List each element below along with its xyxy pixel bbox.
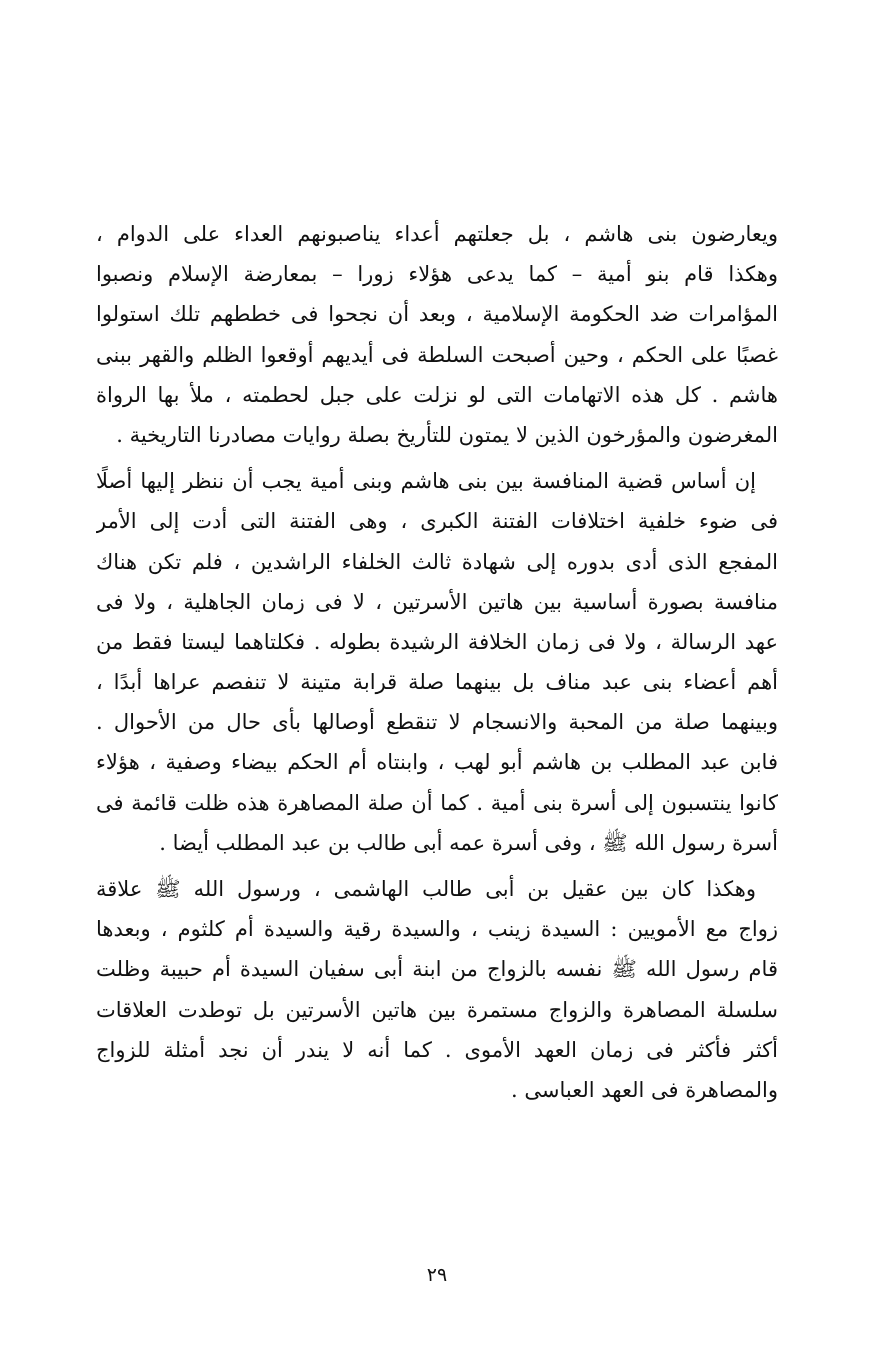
text-line: هاشم . كل هذه الاتهامات التى لو نزلت على جبل لحطمته ، ملأ بها الرواة [96, 382, 778, 407]
paragraph-3 [96, 869, 778, 1110]
text-line: أهم أعضاء بنى عبد مناف بل بينهما صلة قرابة متينة لا تنفصم عراها أبدًا ، [96, 670, 778, 695]
text-line: إن أساس قضية المنافسة بين بنى هاشم وبنى أمية يجب أن ننظر إليها أصلًا [96, 469, 756, 494]
text-line: سلسلة المصاهرة والزواج مستمرة بين هاتين الأسرتين بل توطدت العلاقات [96, 997, 778, 1022]
text-line: ويعارضون بنى هاشم ، بل جعلتهم أعداء يناصبونهم العداء على الدوام ، [96, 222, 778, 246]
paragraph-2 [96, 461, 778, 863]
body-text [96, 214, 778, 1110]
text-line: قام رسول الله ﷺ نفسه بالزواج من ابنة أبى سفيان السيدة أم حبيبة وظلت [96, 957, 778, 982]
text-line: فابن عبد المطلب بن هاشم أبو لهب ، وابنتاه أم الحكم بيضاء وصفية ، هؤلاء [96, 750, 778, 775]
text-line: وهكذا قام بنو أمية – كما يدعى هؤلاء زورا – بمعارضة الإسلام ونصبوا [96, 262, 778, 287]
page-number: ٢٩ [426, 1264, 448, 1286]
text-line: زواج مع الأمويين : السيدة زينب ، والسيدة رقية والسيدة أم كلثوم ، وبعدها [96, 917, 778, 942]
text-line: فى ضوء خلفية اختلافات الفتنة الكبرى ، وهى الفتنة التى أدت إلى الأمر [96, 509, 778, 534]
text-line: غصبًا على الحكم ، وحين أصبحت السلطة فى أيديهم أوقعوا الظلم والقهر ببنى [96, 342, 778, 367]
text-line: والمصاهرة فى العهد العباسى . [511, 1077, 778, 1102]
paragraph-1 [96, 214, 778, 455]
text-line: عهد الرسالة ، ولا فى زمان الخلافة الرشيدة بطوله . فكلتاهما ليستا فقط من [96, 629, 778, 654]
text-line: أسرة رسول الله ﷺ ، وفى أسرة عمه أبى طالب بن عبد المطلب أيضا . [159, 830, 778, 855]
text-line: وهكذا كان بين عقيل بن أبى طالب الهاشمى ، ورسول الله ﷺ علاقة [96, 877, 756, 901]
text-line: المغرضون والمؤرخون الذين لا يمتون للتأريخ بصلة روايات مصادرنا التاريخية . [116, 422, 778, 447]
text-line: المؤامرات ضد الحكومة الإسلامية ، وبعد أن نجحوا فى خططهم تلك استولوا [96, 302, 778, 327]
text-line: منافسة بصورة أساسية بين هاتين الأسرتين ، لا فى زمان الجاهلية ، ولا فى [96, 589, 778, 614]
text-line: كانوا ينتسبون إلى أسرة بنى أمية . كما أن صلة المصاهرة هذه ظلت قائمة فى [96, 790, 778, 815]
text-line: المفجع الذى أدى بدوره إلى شهادة ثالث الخلفاء الراشدين ، فلم تكن هناك [96, 549, 778, 574]
text-line: وبينهما صلة من المحبة والانسجام لا تنقطع أوصالها بأى حال من الأحوال . [96, 710, 778, 735]
text-line: أكثر فأكثر فى زمان العهد الأموى . كما أنه لا يندر أن نجد أمثلة للزواج [96, 1037, 778, 1062]
